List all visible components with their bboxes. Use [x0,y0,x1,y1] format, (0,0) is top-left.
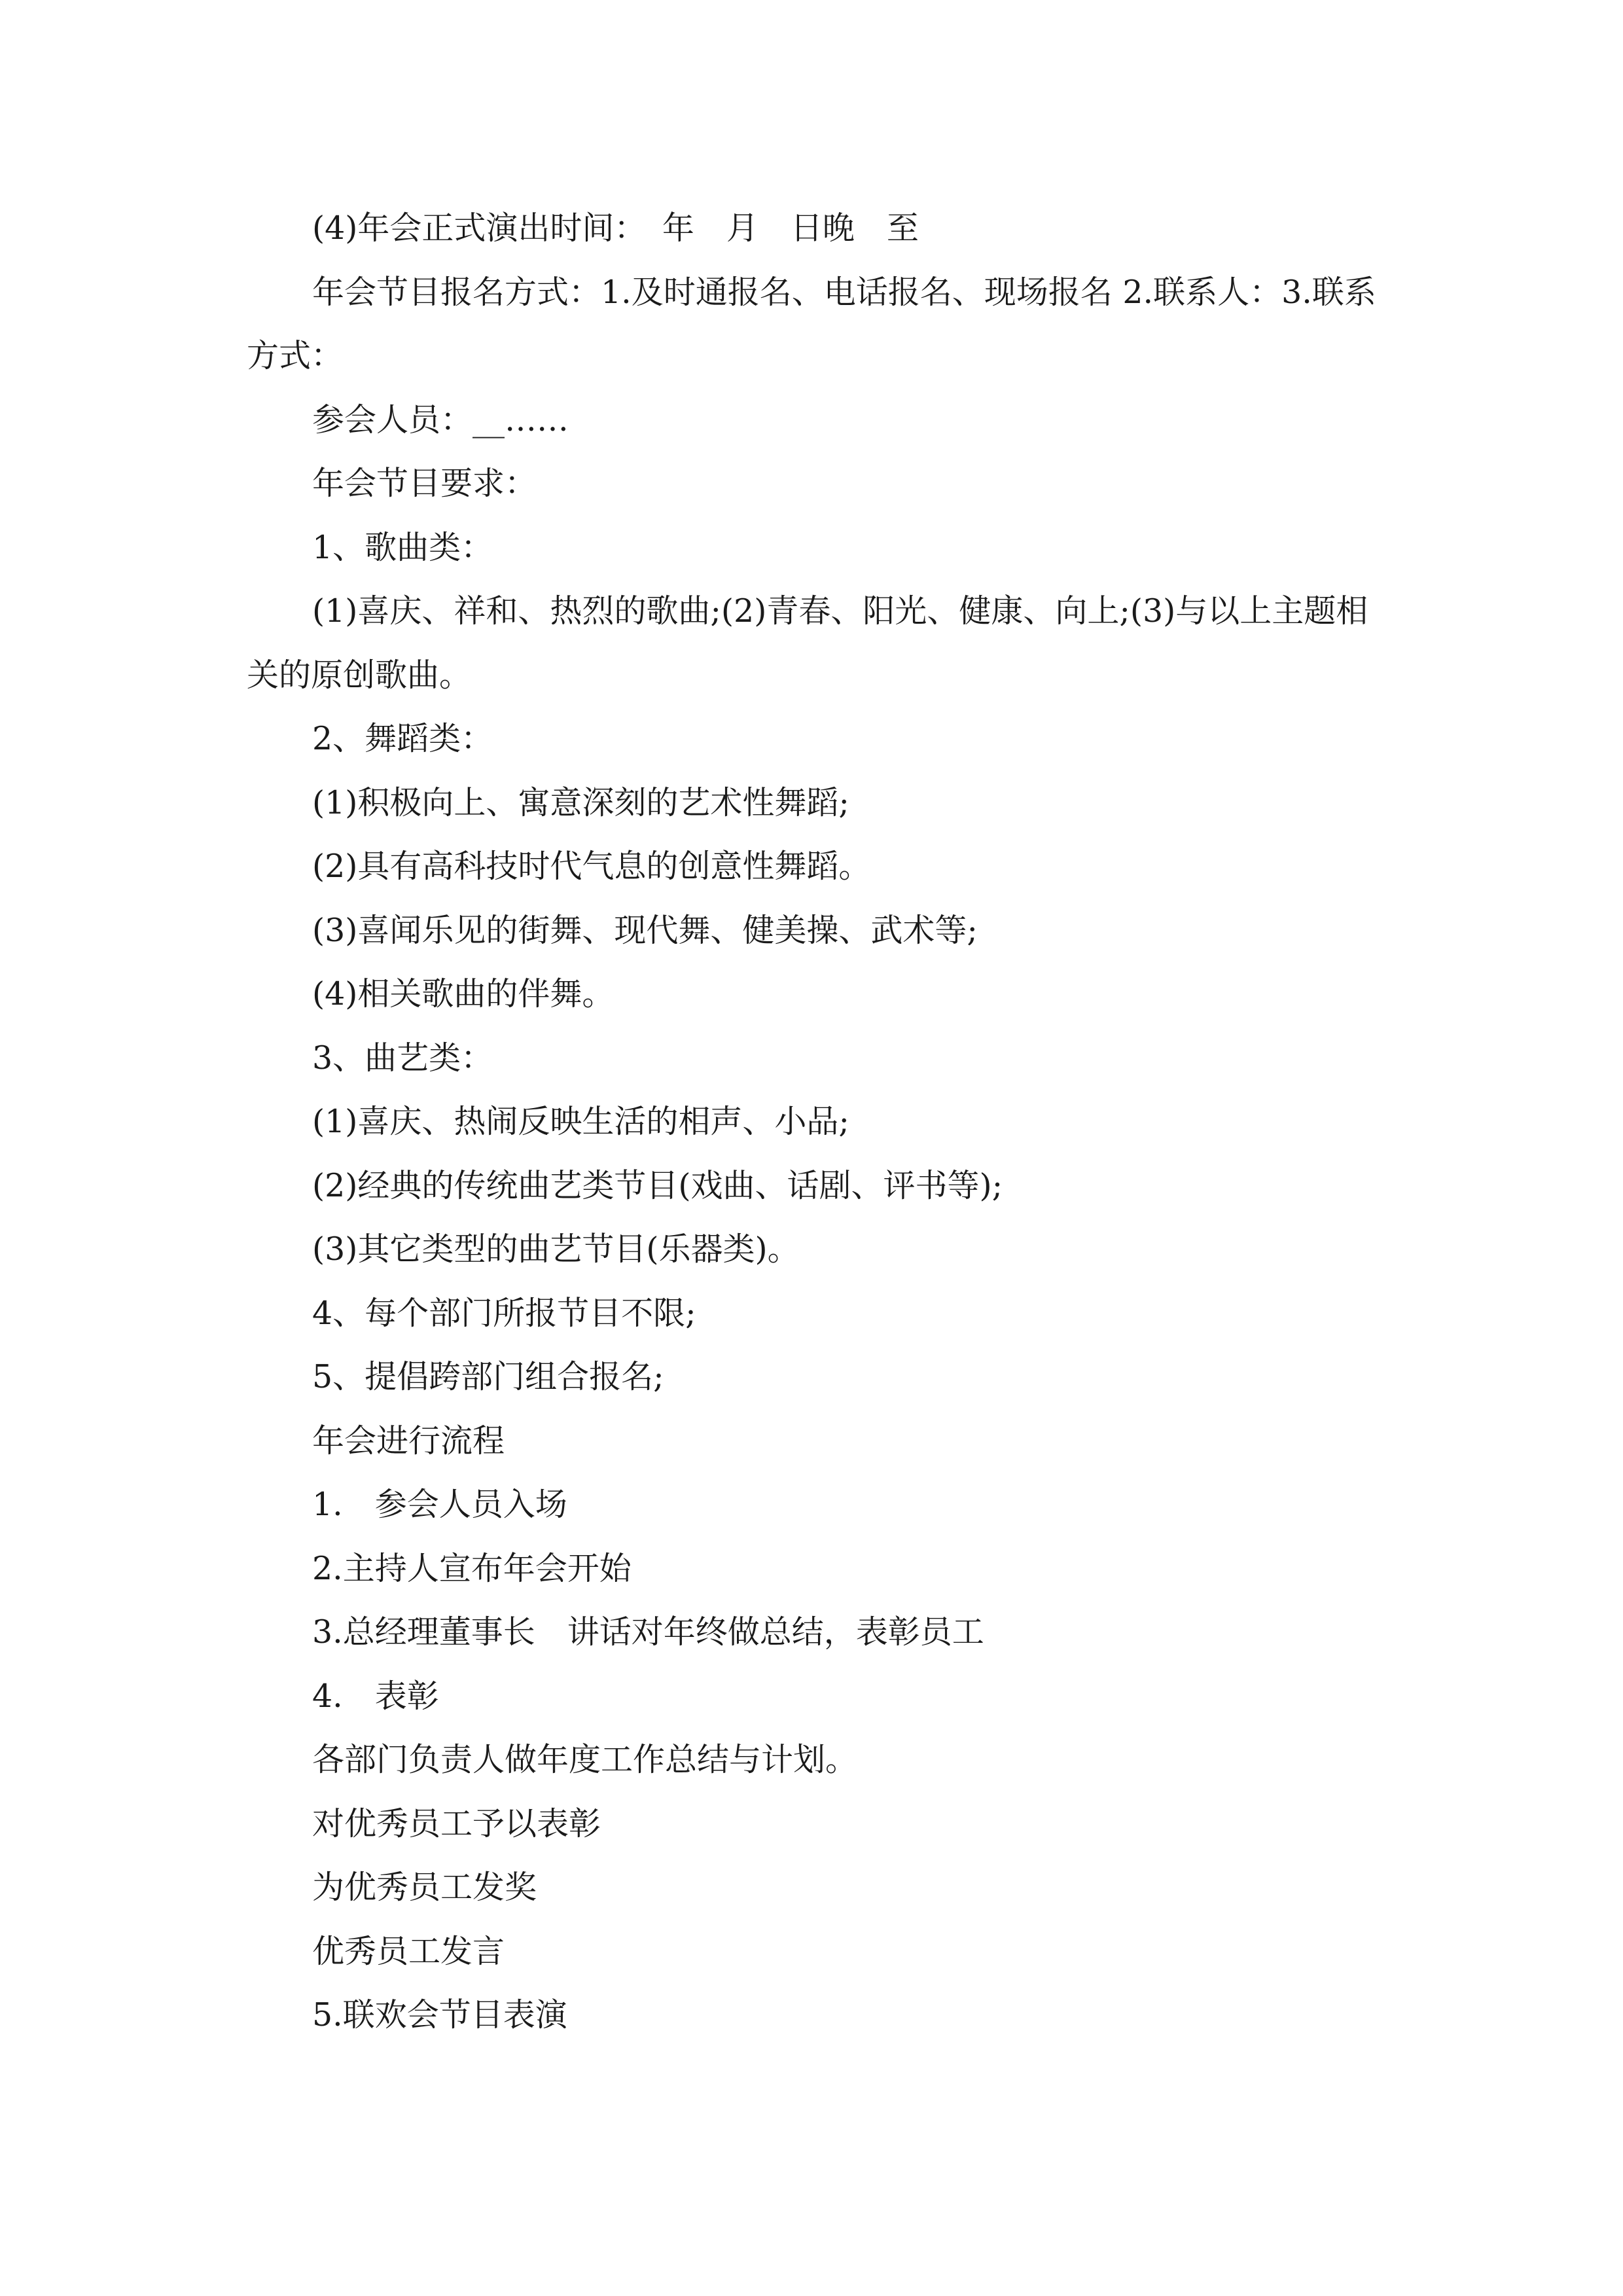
document-body [247,196,1379,2047]
dance-category-heading: 2、舞蹈类： [312,720,493,757]
rule-5: 5、提倡跨部门组合报名; [312,1358,664,1395]
attendees-line: 参会人员：__…… [312,401,569,439]
rule-4: 4、每个部门所报节目不限; [312,1294,696,1332]
process-substep-award: 为优秀员工发奖 [312,1869,537,1906]
process-substep-commend: 对优秀员工予以表彰 [312,1804,601,1842]
process-step-2: 2.主持人宣布年会开始 [312,1549,632,1587]
performance-time-line: (4)年会正式演出时间： 年 月 日晚 至 [312,209,919,247]
dance-item-4: (4)相关歌曲的伴舞。 [312,975,615,1013]
folk-art-item-1: (1)喜庆、热闹反映生活的相声、小品; [312,1103,849,1140]
process-step-3: 3.总经理董事长 讲话对年终做总结，表彰员工 [312,1613,984,1651]
process-step-4: 4. 表彰 [312,1677,439,1715]
process-step-5: 5.联欢会节目表演 [312,1996,567,2034]
dance-item-3: (3)喜闻乐见的街舞、现代舞、健美操、武术等; [312,911,978,949]
folk-art-item-3: (3)其它类型的曲艺节目(乐器类)。 [312,1230,800,1268]
process-substep-speech: 优秀员工发言 [312,1932,505,1970]
song-category-items: (1)喜庆、祥和、热烈的歌曲;(2)青春、阳光、健康、向上;(3)与以上主题相关的原创歌曲。 [247,592,1368,694]
folk-art-category-heading: 3、曲艺类： [312,1039,493,1077]
program-requirements-heading: 年会节目要求： [312,465,537,502]
process-substep-summary: 各部门负责人做年度工作总结与计划。 [312,1741,858,1778]
registration-method: 年会节目报名方式：1.及时通报名、电话报名、现场报名 2.联系人：3.联系方式： [247,273,1376,374]
dance-item-2: (2)具有高科技时代气息的创意性舞蹈。 [312,848,871,885]
dance-item-1: (1)积极向上、寓意深刻的艺术性舞蹈; [312,783,849,821]
process-step-1: 1. 参会人员入场 [312,1486,567,1523]
process-heading: 年会进行流程 [312,1422,505,1460]
song-category-heading: 1、歌曲类： [312,528,493,566]
folk-art-item-2: (2)经典的传统曲艺类节目(戏曲、话剧、评书等); [312,1166,1003,1204]
